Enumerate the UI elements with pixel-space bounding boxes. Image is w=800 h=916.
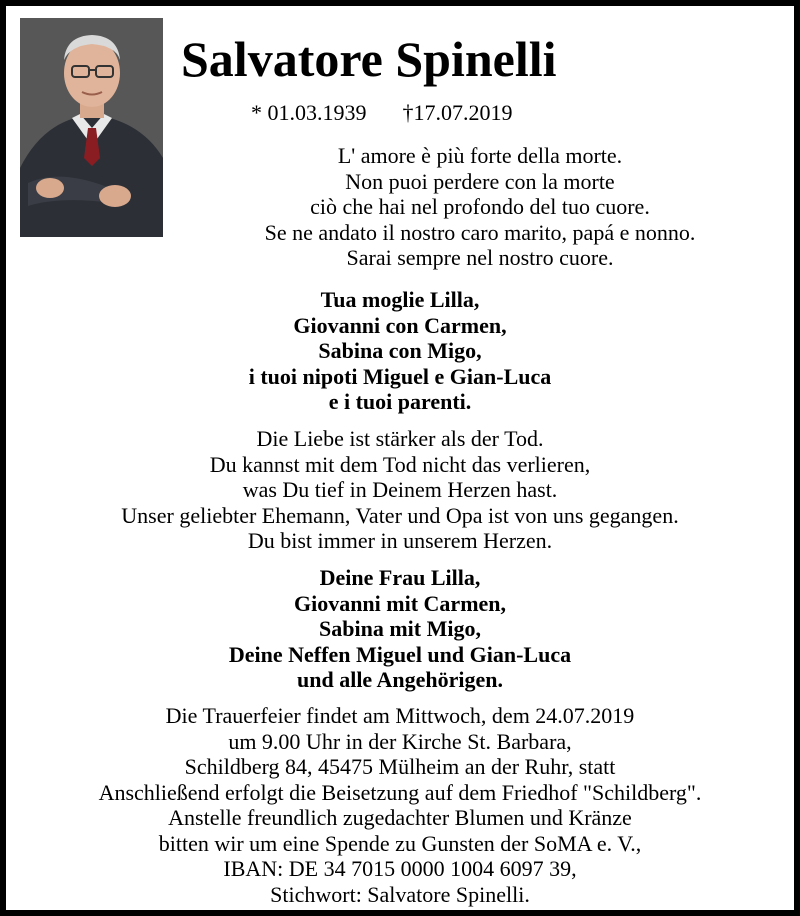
service-line: Die Trauerfeier findet am Mittwoch, dem 24.07.2019	[165, 703, 635, 728]
verse-line: Non puoi perdere con la morte	[345, 168, 615, 194]
service-line: Anschließend erfolgt die Beisetzung auf dem Friedhof "Schildberg".	[98, 779, 702, 805]
verse-line: Unser geliebter Ehemann, Vater und Opa ist von uns gegangen.	[121, 502, 679, 528]
family-line: Sabina mit Migo,	[319, 616, 481, 641]
service-line: um 9.00 Uhr in der Kirche St. Barbara,	[228, 728, 572, 754]
family-line: Deine Neffen Miguel und Gian-Luca	[228, 641, 572, 667]
verse-line: Du kannst mit dem Tod nicht das verlieren,	[209, 451, 591, 477]
portrait-photo	[20, 18, 163, 237]
italian-family-signature	[6, 287, 794, 415]
family-line: Giovanni mit Carmen,	[293, 590, 507, 616]
verse-line: Sarai sempre nel nostro cuore.	[346, 245, 614, 270]
service-line: Schildberg 84, 45475 Mülheim an der Ruhr, statt	[184, 754, 616, 779]
service-line: Stichwort: Salvatore Spinelli.	[270, 881, 530, 907]
family-line: i tuoi nipoti Miguel e Gian-Luca	[248, 363, 552, 389]
funeral-service-info	[6, 703, 794, 907]
life-dates	[251, 102, 513, 124]
verse-line: Se ne andato il nostro caro marito, papá e nonno.	[264, 219, 696, 245]
family-line: und alle Angehörigen.	[297, 667, 503, 692]
verse-line: ciò che hai nel profondo del tuo cuore.	[310, 194, 650, 219]
german-verse	[6, 426, 794, 554]
birth-date: * 01.03.1939	[251, 100, 367, 125]
family-line: Giovanni con Carmen,	[293, 312, 507, 338]
service-line: Anstelle freundlich zugedachter Blumen und Kränze	[168, 805, 632, 830]
family-line: e i tuoi parenti.	[328, 389, 472, 414]
service-line: bitten wir um eine Spende zu Gunsten der SoMA e. V.,	[158, 830, 642, 856]
service-line: IBAN: DE 34 7015 0000 1004 6097 39,	[223, 856, 577, 881]
death-date: †17.07.2019	[402, 100, 513, 125]
deceased-name: Salvatore Spinelli	[181, 31, 557, 87]
family-line: Sabina con Migo,	[318, 338, 482, 363]
verse-line: Du bist immer in unserem Herzen.	[247, 528, 553, 553]
family-line: Tua moglie Lilla,	[320, 287, 480, 312]
verse-line: Die Liebe ist stärker als der Tod.	[256, 426, 544, 451]
german-family-signature	[6, 565, 794, 693]
verse-line: was Du tief in Deinem Herzen hast.	[242, 477, 558, 502]
family-line: Deine Frau Lilla,	[319, 565, 481, 590]
italian-verse	[166, 143, 794, 271]
verse-line: L' amore è più forte della morte.	[337, 143, 623, 168]
